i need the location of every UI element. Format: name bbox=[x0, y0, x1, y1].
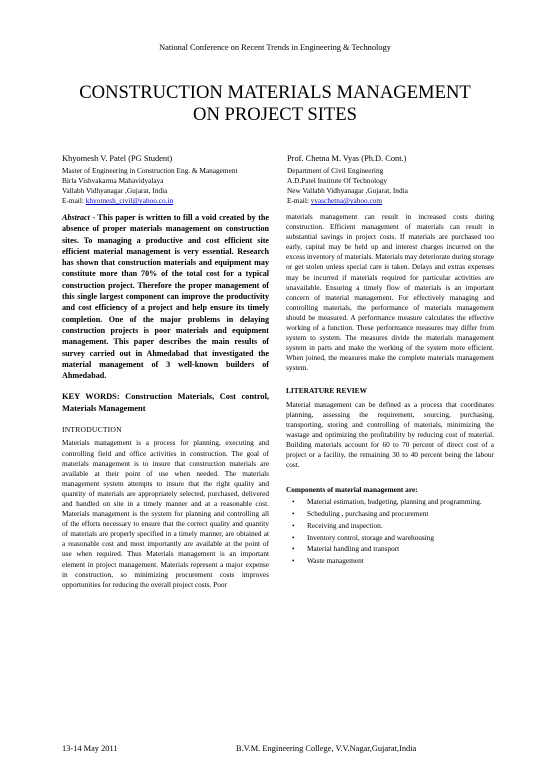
list-item: • Material handling and transport bbox=[292, 544, 400, 554]
author-email-line bbox=[287, 196, 537, 206]
abstract-label: Abstract bbox=[62, 213, 90, 222]
bullet-icon: • bbox=[292, 497, 295, 507]
components-title: Components of material management are: bbox=[286, 485, 418, 495]
components-list bbox=[286, 497, 494, 566]
left-column bbox=[62, 212, 269, 590]
keywords: KEY WORDS: Construction Materials, Cost control, Materials Management bbox=[62, 392, 269, 413]
bullet-icon: • bbox=[292, 520, 295, 530]
author-affiliation: Department of Civil Engineering bbox=[287, 166, 384, 175]
introduction-paragraph: Materials management is a process for planning, executing and controlling field and office activities in construction. The goal of materials management is to insure that construction materials are available at their point of use when needed. The materials management system attempts to insure that the right quality and quantity of materials are appropriately selected, purchased, delivered and handled on site in a timely manner and at a reasonable cost. Materials management is the system for planning and controlling all of the efforts necessary to ensure that the correct quality and quantity of materials are properly specified in a timely manner, are obtained at a reasonable cost and most importantly are available at the point of use when required. Thus Materials management is an important element in project management. Materials represent a major expense in construction, so minimizing procurement costs improves opportunities for reducing the overall project costs. Poor bbox=[62, 438, 269, 589]
bullet-icon: • bbox=[292, 508, 295, 518]
right-column bbox=[286, 212, 494, 568]
list-item: • Waste management bbox=[292, 556, 364, 566]
list-item: • Inventory control, storage and warehousing bbox=[292, 532, 435, 542]
paper-title bbox=[0, 82, 550, 126]
footer-date: 13-14 May 2011 bbox=[62, 744, 118, 753]
bullet-icon: • bbox=[292, 532, 295, 542]
list-item: • Material estimation, budgeting, planning and programming. bbox=[292, 497, 482, 507]
running-header: National Conference on Recent Trends in Engineering & Technology bbox=[159, 43, 391, 52]
footer-venue: B.V.M. Engineering College, V.V.Nagar,Gujarat,India bbox=[236, 744, 417, 753]
list-item: • Receiving and inspection. bbox=[292, 520, 383, 530]
email-label: E-mail: bbox=[62, 196, 86, 206]
author-email-link[interactable]: vyaschetna@yahoo.com bbox=[310, 196, 383, 206]
introduction-heading: INTRODUCTION bbox=[62, 425, 122, 435]
bullet-icon: • bbox=[292, 544, 295, 554]
literature-review-paragraph: Material management can be defined as a process that coordinates planning, assessing the requirement, sourcing, purchasing, transporting, storing and controlling of materials, minimizing the wastage and optimizing the profitability by reducing cost of material. Building materials account for 60 to 70 percent of direct cost of a project or a facility, the remaining 30 to 40 percent being the labour cost. bbox=[286, 399, 494, 470]
author-name: Khyomesh V. Patel (PG Student) bbox=[62, 154, 173, 163]
author-block-1 bbox=[62, 153, 312, 206]
author-affiliation: Master of Engineering in Construction Eng. & Management bbox=[62, 166, 238, 175]
author-institution: A.D.Patel Institute Of Technology bbox=[287, 176, 388, 186]
author-location: Vallabh Vidhyanagar ,Gujarat, India bbox=[62, 186, 168, 196]
email-label: E-mail: bbox=[287, 196, 311, 206]
title-line-2: ON PROJECT SITES bbox=[193, 104, 357, 125]
author-location: New Vallabh Vidhyanagar ,Gujarat, India bbox=[287, 186, 408, 196]
author-block-2 bbox=[287, 153, 537, 206]
continued-paragraph: materials management can result in increased costs during construction. Efficient management of materials can result in substantial savings in project costs. If materials are purchased too early, capital may be held up and interest charges incurred on the excess inventory of materials. Materials may deteriorate during storage or get stolen unless special care is taken. Delays and extras expenses may be incurred if materials required for particular activities are unavailable. Ensuring a timely flow of materials is an important concern of material management. For effectively managing and controlling materials, the performance of materials management should be measured. A performance measure calculates the effective working of a function. These performance measures may differ from system to system. The measures divide the materials management system in parts and make the working of the system more efficient. When joined, the measures make the complete materials management system. bbox=[286, 212, 494, 373]
author-name: Prof. Chetna M. Vyas (Ph.D. Cont.) bbox=[287, 154, 407, 163]
abstract-text: - This paper is written to fill a void created by the absence of proper materials management on construction sites. To managing a productive and cost efficient site efficient material management is very essential. Research has shown that construction materials and equipment may constitute more than 70% of the total cost for a typical construction project. Therefore the proper management of this single largest component can improve the productivity and cost efficiency of a project and help ensure its timely completion. One of the major problems in delaying construction projects is poor materials and equipment management. This paper describes the main results of survey carried out in Ahmedabad that investigated the material management of 3 well-known builders of Ahmedabad. bbox=[62, 213, 269, 381]
author-email-link[interactable]: khyomesh_civil@yahoo.co.in bbox=[85, 196, 174, 206]
bullet-icon: • bbox=[292, 556, 295, 566]
abstract bbox=[62, 212, 269, 381]
literature-review-heading: LITERATURE REVIEW bbox=[286, 385, 367, 395]
author-institution: Birla Vishvakarma Mahavidyalaya bbox=[62, 176, 164, 186]
list-item: • Scheduling , purchasing and procurement bbox=[292, 508, 429, 518]
title-line-1: CONSTRUCTION MATERIALS MANAGEMENT bbox=[79, 82, 471, 103]
author-email-line bbox=[62, 196, 312, 206]
